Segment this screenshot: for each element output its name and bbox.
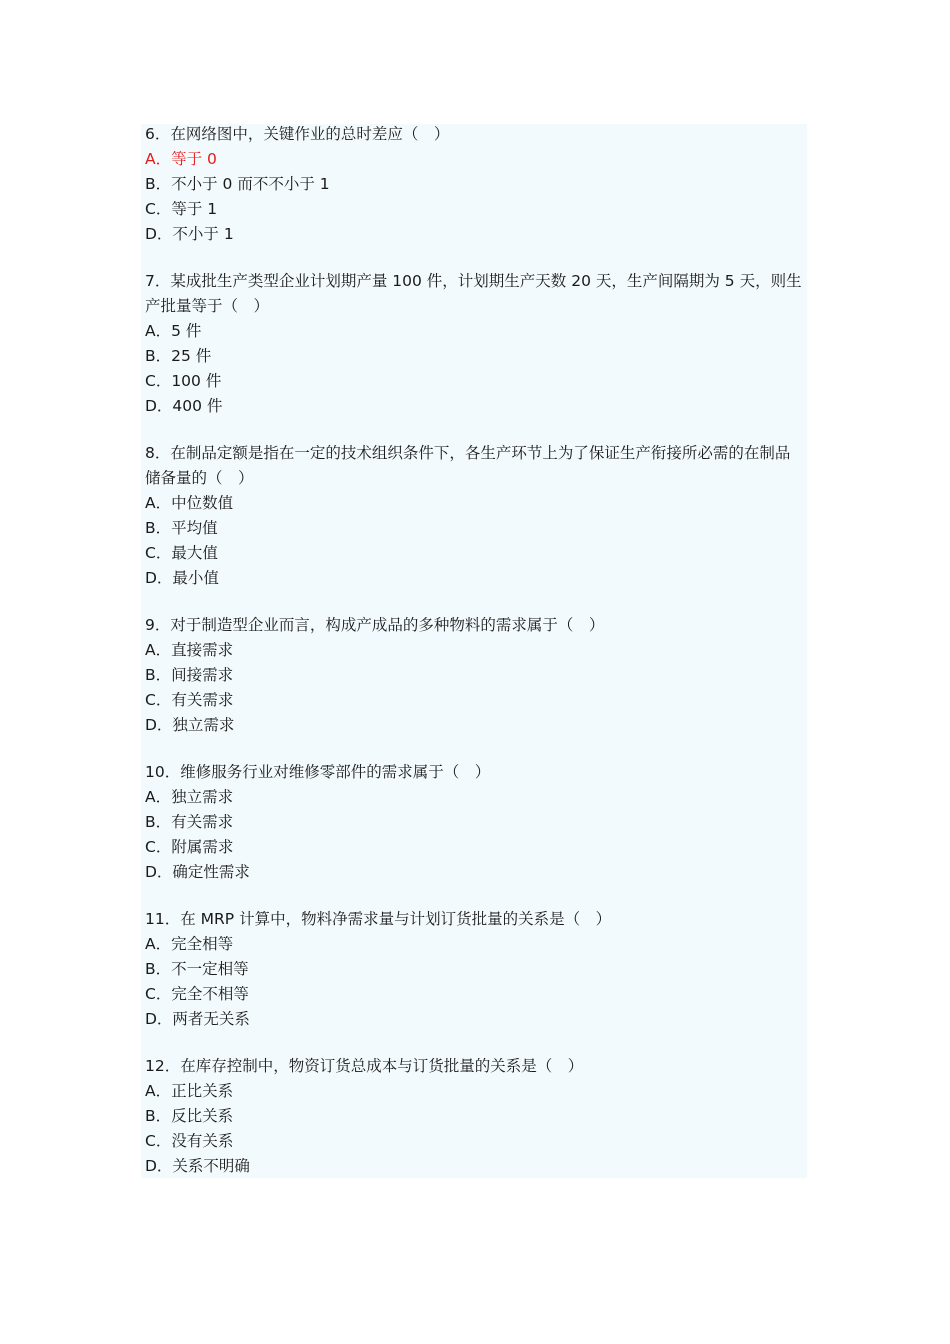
option-d: D．不小于 1 bbox=[145, 225, 234, 243]
question-list bbox=[145, 122, 805, 1201]
option-b: B．有关需求 bbox=[145, 813, 234, 831]
option-b: B．不小于 0 而不不小于 1 bbox=[145, 175, 330, 193]
option-b: B．平均值 bbox=[145, 519, 218, 537]
question-stem: 8．在制品定额是指在一定的技术组织条件下，各生产环节上为了保证生产衔接所必需的在制品储备量的（ ） bbox=[145, 444, 791, 487]
option-d: D．独立需求 bbox=[145, 716, 235, 734]
question-11 bbox=[145, 907, 805, 1032]
question-6 bbox=[145, 122, 805, 247]
option-a-highlighted: A．等于 0 bbox=[145, 150, 217, 168]
question-7 bbox=[145, 269, 805, 419]
option-d: D．最小值 bbox=[145, 569, 219, 587]
option-c: C．100 件 bbox=[145, 372, 222, 390]
option-c: C．没有关系 bbox=[145, 1132, 234, 1150]
option-a: A．独立需求 bbox=[145, 788, 234, 806]
question-12 bbox=[145, 1054, 805, 1179]
option-c: C．最大值 bbox=[145, 544, 218, 562]
option-d: D．400 件 bbox=[145, 397, 223, 415]
option-b: B．间接需求 bbox=[145, 666, 234, 684]
question-8 bbox=[145, 441, 805, 591]
option-c: C．等于 1 bbox=[145, 200, 218, 218]
option-d: D．两者无关系 bbox=[145, 1010, 250, 1028]
question-stem: 9．对于制造型企业而言，构成产成品的多种物料的需求属于（ ） bbox=[145, 616, 605, 634]
question-10 bbox=[145, 760, 805, 885]
question-stem: 6．在网络图中，关键作业的总时差应（ ） bbox=[145, 125, 450, 143]
option-d: D．确定性需求 bbox=[145, 863, 250, 881]
option-c: C．有关需求 bbox=[145, 691, 234, 709]
option-c: C．附属需求 bbox=[145, 838, 234, 856]
option-c: C．完全不相等 bbox=[145, 985, 249, 1003]
option-a: A．正比关系 bbox=[145, 1082, 234, 1100]
option-a: A．直接需求 bbox=[145, 641, 234, 659]
option-a: A．5 件 bbox=[145, 322, 202, 340]
question-9 bbox=[145, 613, 805, 738]
question-stem: 12．在库存控制中，物资订货总成本与订货批量的关系是（ ） bbox=[145, 1057, 584, 1075]
option-d: D．关系不明确 bbox=[145, 1157, 250, 1175]
option-b: B．25 件 bbox=[145, 347, 212, 365]
question-stem: 11．在 MRP 计算中，物料净需求量与计划订货批量的关系是（ ） bbox=[145, 910, 612, 928]
option-a: A．中位数值 bbox=[145, 494, 234, 512]
question-stem: 7．某成批生产类型企业计划期产量 100 件，计划期生产天数 20 天，生产间隔期为 5 天，则生产批量等于（ ） bbox=[145, 272, 802, 315]
question-stem: 10．维修服务行业对维修零部件的需求属于（ ） bbox=[145, 763, 491, 781]
option-b: B．反比关系 bbox=[145, 1107, 234, 1125]
option-a: A．完全相等 bbox=[145, 935, 234, 953]
option-b: B．不一定相等 bbox=[145, 960, 249, 978]
